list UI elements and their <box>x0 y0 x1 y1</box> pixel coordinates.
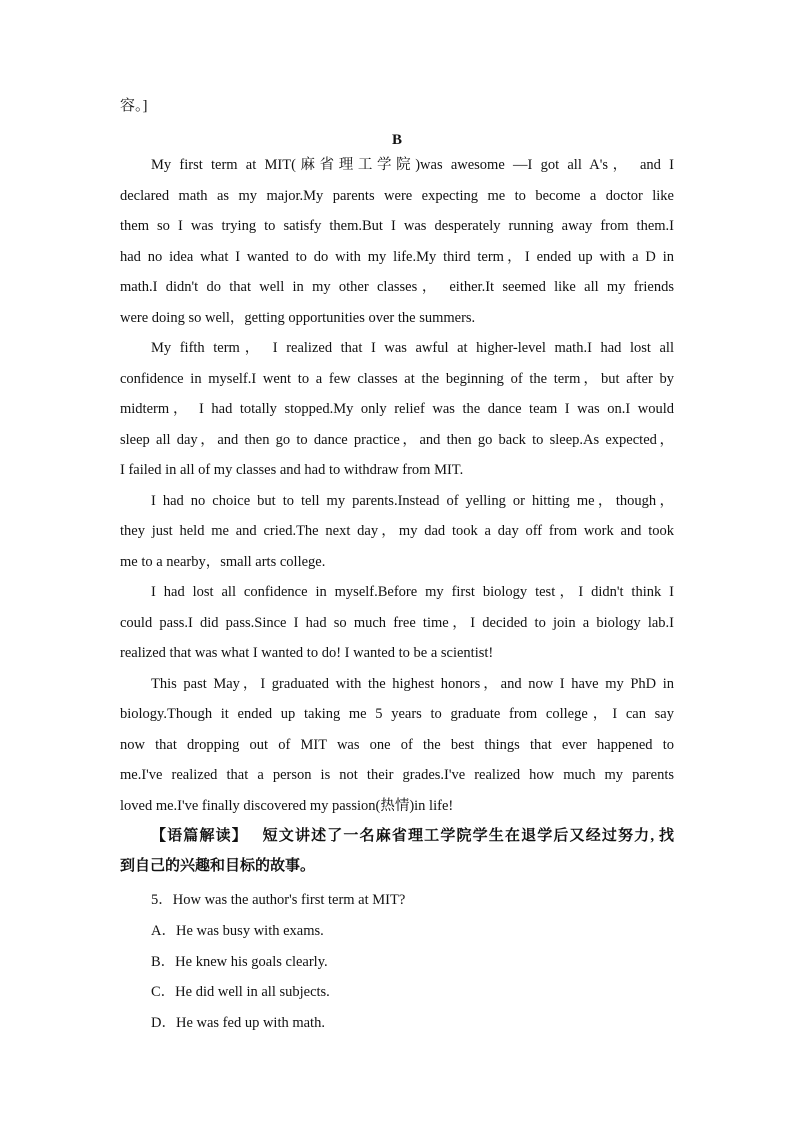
analysis-line: 到自己的兴趣和目标的故事。 <box>120 858 316 874</box>
section-heading: B <box>391 132 402 148</box>
paragraph-line: I had no choice but to tell my parents.Instead of yelling or hitting me，though， <box>151 492 674 509</box>
paragraph-line: I failed in all of my classes and had to withdraw from MIT. <box>120 462 464 478</box>
paragraph-line: math.I didn't do that well in my other classes， either.It seemed like all my friends <box>120 279 674 295</box>
analysis-line <box>120 821 674 851</box>
paragraph-line: This past May，I graduated with the highest honors，and now I have my PhD in <box>151 675 674 692</box>
paragraph-line: me to a nearby，small arts college. <box>120 553 326 570</box>
paragraph-4 <box>120 577 674 669</box>
paragraph-line: realized that was what I wanted to do! I wanted to be a scientist! <box>120 645 494 661</box>
option-b: B．He knew his goals clearly. <box>151 953 328 970</box>
paragraph-line: biology.Though it ended up taking me 5 years to graduate from college，I can say <box>120 706 674 722</box>
paragraph-line: My fifth term， I realized that I was awful at higher-level math.I had lost all <box>151 340 674 356</box>
paragraph-line: now that dropping out of MIT was one of the best things that ever happened to <box>120 736 674 753</box>
analysis-tag: 【语篇解读】 <box>151 828 248 844</box>
paragraph-1 <box>120 150 674 333</box>
option-d: D．He was fed up with math. <box>151 1015 325 1032</box>
paragraph-line: loved me.I've finally discovered my passion(热情)in life! <box>120 797 454 814</box>
paragraph-line: declared math as my major.My parents were expecting me to become a doctor like <box>120 187 674 204</box>
paragraph-line: confidence in myself.I went to a few classes at the beginning of the term，but after by <box>120 370 674 387</box>
paragraph-line: had no idea what I wanted to do with my life.My third term，I ended up with a D in <box>120 248 674 265</box>
option-a: A．He was busy with exams. <box>151 922 324 939</box>
document-page <box>120 96 674 1039</box>
paragraph-line: they just held me and cried.The next day，my dad took a day off from work and took <box>120 523 674 539</box>
paragraph-line: midterm， I had totally stopped.My only relief was the dance team I was on.I would <box>120 401 674 417</box>
paragraph-line: I had lost all confidence in myself.Before my first biology test，I didn't think I <box>151 584 674 600</box>
paragraph-3 <box>120 486 674 578</box>
paragraph-line: me.I've realized that a person is not their grades.I've realized how much my parents <box>120 767 674 783</box>
analysis-text: 短文讲述了一名麻省理工学院学生在退学后又经过努力, 找 <box>262 828 674 844</box>
paragraph-line: could pass.I did pass.Since I had so much free time，I decided to join a biology lab.I <box>120 614 674 631</box>
paragraph-line: My first term at MIT(麻省理工学院)was awesome —I got all A's， and I <box>151 157 674 173</box>
passage-analysis <box>120 821 674 881</box>
question-5 <box>120 885 674 1039</box>
paragraph-2 <box>120 333 674 486</box>
paragraph-line: were doing so well，getting opportunities over the summers. <box>120 309 476 326</box>
paragraph-line: sleep all day，and then go to dance practice，and then go back to sleep.As expected， <box>120 431 674 448</box>
paragraph-5 <box>120 669 674 822</box>
question-stem: 5．How was the author's first term at MIT? <box>151 892 406 908</box>
paragraph-line: them so I was trying to satisfy them.But I was desperately running away from them.I <box>120 218 674 234</box>
option-c: C．He did well in all subjects. <box>151 984 330 1001</box>
previous-note-ending: 容。] <box>120 98 148 114</box>
